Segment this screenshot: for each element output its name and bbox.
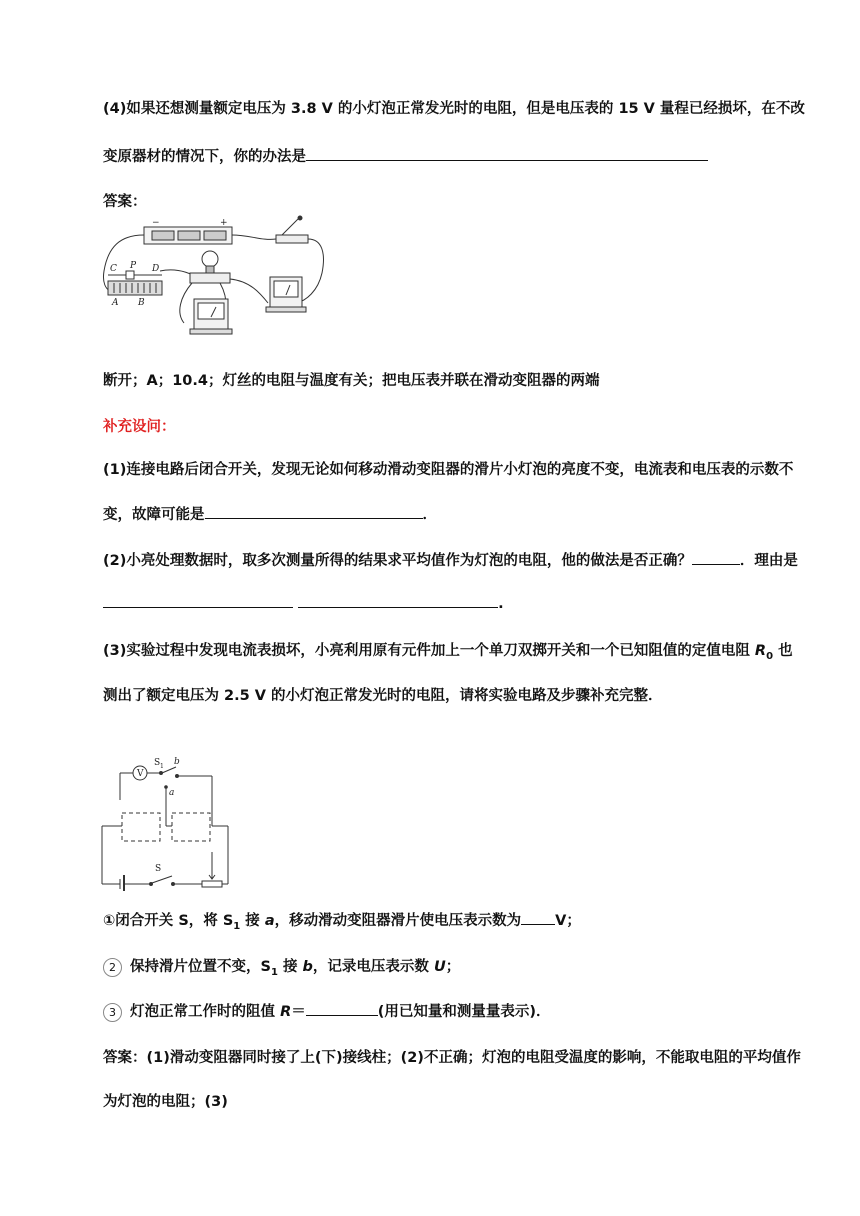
step3-post: (用已知量和测量量表示)． [377, 1004, 551, 1020]
s3-R: R [754, 643, 767, 659]
s1-line2-text: 变，故障可能是 [103, 507, 205, 523]
step2-number: 2 [103, 958, 122, 977]
step2-mid: 接 [277, 959, 303, 975]
s2-blank-2 [103, 593, 293, 608]
answer-label: 答案： [103, 194, 147, 210]
ammeter-icon [190, 299, 232, 334]
s2-period: . [498, 596, 504, 612]
s3-line1 [103, 639, 793, 662]
step2-pre: 保持滑片位置不变，S [130, 959, 271, 975]
step1-pre: ①闭合开关 S，将 S [103, 913, 234, 929]
label-minus: − [152, 218, 160, 228]
step1-end: V； [555, 913, 581, 929]
label-C: C [110, 264, 117, 274]
supplement-title: 补充设问： [103, 419, 176, 435]
s3-R-sub: 0 [766, 650, 774, 662]
label-A: A [112, 298, 119, 308]
step2-post: ，记录电压表示数 [312, 959, 434, 975]
voltmeter-icon [266, 277, 306, 312]
s3-line1-post: 也 [773, 643, 793, 659]
s2-line1 [103, 549, 798, 570]
s2-blank-1 [692, 550, 740, 565]
step3-eq: ＝ [291, 1004, 306, 1020]
circuit-diagram-figure [98, 755, 234, 891]
final-answer-line2: 为灯泡的电阻；(3) [103, 1094, 228, 1110]
step2 [103, 955, 460, 978]
step1-mid: 接 [240, 913, 265, 929]
answer1: 断开；A；10.4；灯丝的电阻与温度有关；把电压表并联在滑动变阻器的两端 [103, 373, 600, 389]
label-P: P [130, 261, 137, 271]
step1-a: a [264, 913, 275, 929]
s3-line2: 测出了额定电压为 2.5 V 的小灯泡正常发光时的电阻，请将实验电路及步骤补充完整． [103, 688, 663, 704]
step2-end: ； [445, 959, 461, 975]
s2-line1-post: ．理由是 [739, 553, 798, 569]
q4-line2-text: 变原器材的情况下，你的办法是 [103, 149, 306, 165]
label-a: a [169, 788, 175, 798]
q4-answer-blank [306, 146, 708, 161]
step3-pre: 灯泡正常工作时的阻值 [130, 1004, 281, 1020]
dashed-box-left [122, 813, 160, 841]
q4-line2 [103, 145, 708, 166]
rheostat-symbol [202, 881, 222, 887]
label-S1-sub: 1 [160, 763, 164, 770]
step2-sub: 1 [270, 966, 278, 978]
step3-blank [306, 1001, 378, 1016]
circuit-apparatus-figure [100, 213, 332, 345]
s3-line1-text: (3)实验过程中发现电流表损坏，小亮利用原有元件加上一个单刀双掷开关和一个已知阻值的定值电阻 [103, 643, 755, 659]
step3-number: 3 [103, 1003, 122, 1022]
final-answer-line1: 答案：(1)滑动变阻器同时接了上(下)接线柱；(2)不正确；灯泡的电阻受温度的影响，不能取电阻的平均值作 [103, 1050, 801, 1066]
dashed-box-right [172, 813, 210, 841]
label-b: b [174, 757, 180, 767]
s1-blank [205, 504, 423, 519]
label-D: D [152, 264, 160, 274]
label-plus: + [220, 218, 228, 228]
s2-blank-3 [298, 593, 498, 608]
step1 [103, 909, 581, 932]
label-S1: S [154, 758, 161, 768]
step3 [103, 1000, 551, 1022]
q4-line1: (4)如果还想测量额定电压为 3.8 V 的小灯泡正常发光时的电阻，但是电压表的 15 V 量程已经损坏，在不改 [103, 101, 805, 117]
step2-U: U [433, 959, 446, 975]
s2-line2 [103, 593, 504, 612]
label-S: S [155, 864, 162, 874]
rheostat-icon [108, 271, 162, 295]
s1-line1: (1)连接电路后闭合开关，发现无论如何移动滑动变阻器的滑片小灯泡的亮度不变，电流表和电压表的示数不 [103, 462, 794, 478]
bulb-icon [190, 251, 230, 283]
step3-R: R [280, 1004, 292, 1020]
knife-switch-icon [276, 216, 308, 243]
step1-sub: 1 [233, 920, 241, 932]
s1-period: ． [422, 507, 437, 523]
s2-line1-text: (2)小亮处理数据时，取多次测量所得的结果求平均值作为灯泡的电阻，他的做法是否正确？ [103, 553, 692, 569]
label-B: B [138, 298, 145, 308]
step1-blank [521, 910, 555, 925]
step2-b: b [302, 959, 313, 975]
step1-post: ，移动滑动变阻器滑片使电压表示数为 [274, 913, 522, 929]
label-V: V [137, 769, 144, 779]
s1-line2 [103, 503, 437, 524]
